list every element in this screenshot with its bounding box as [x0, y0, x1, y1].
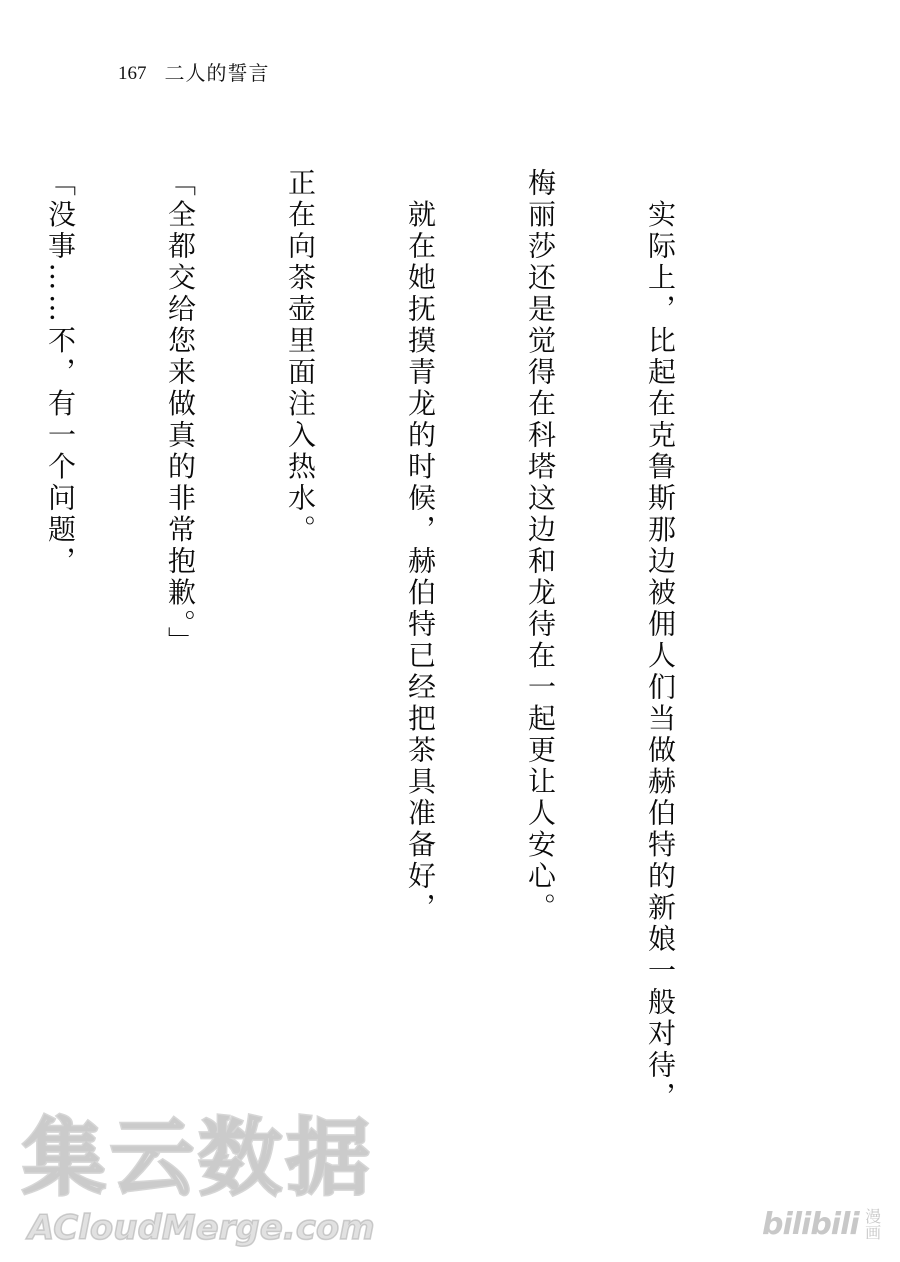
watermark [22, 1108, 382, 1258]
page-number: 167 [118, 62, 147, 84]
paragraph: 正在向茶壶里面注入热水。 [284, 168, 317, 546]
paragraph: 就在她抚摸青龙的时候，赫伯特已经把茶具准备好， [404, 168, 437, 924]
chapter-title: 二人的誓言 [164, 61, 270, 85]
watermark-main-text: 集云数据 [22, 1109, 375, 1207]
body-text [0, 168, 760, 1113]
paragraph: 实际上，比起在克鲁斯那边被佣人们当做赫伯特的新娘一般对待， [644, 168, 677, 1113]
bilibili-logo [762, 1198, 892, 1250]
manhua-tag: 漫画 [862, 1208, 882, 1240]
watermark-url-text: ACloudMerge.com [28, 1208, 375, 1248]
bilibili-wordmark: bilibili [762, 1206, 859, 1242]
paragraph: 梅丽莎还是觉得在科塔这边和龙待在一起更让人安心。 [524, 168, 557, 924]
paragraph: 「全都交给您来做真的非常抱歉。」 [164, 168, 197, 658]
page-header [118, 58, 270, 88]
paragraph: 「没事……不，有一个问题， [44, 168, 77, 578]
